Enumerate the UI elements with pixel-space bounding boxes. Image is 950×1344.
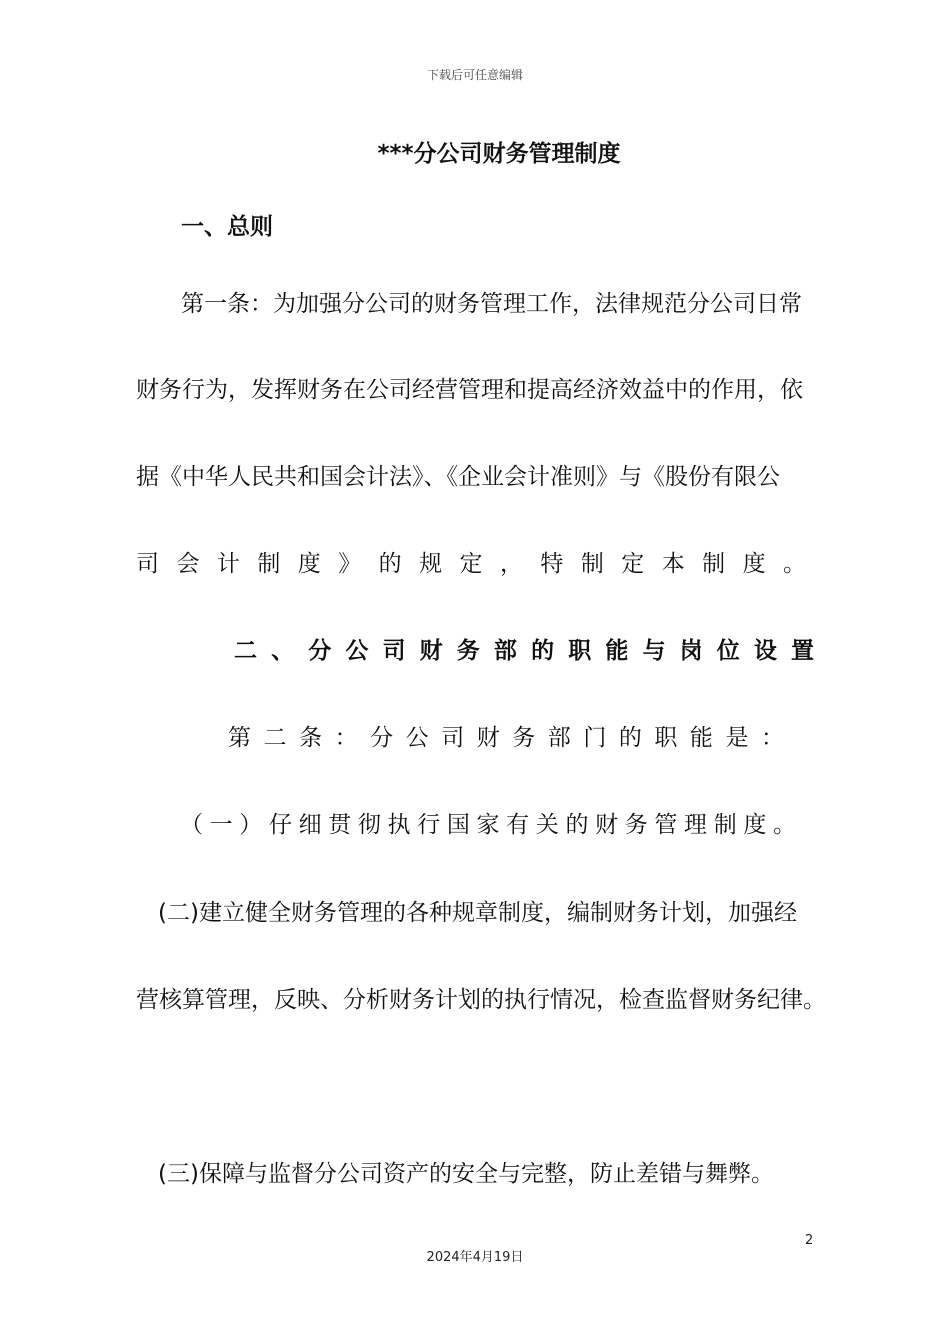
page-header: 下载后可任意编辑 — [426, 68, 523, 82]
section-heading-general: 一、总则 — [181, 214, 273, 240]
article2-intro: 第二条：分公司财务部门的职能是： — [228, 725, 784, 751]
page-footer-date: 2024年4月19日 — [426, 1250, 524, 1265]
list-item-2-line-2: 营核算管理，反映、分析财务计划的执行情况，检查监督财务纪律。 — [136, 987, 826, 1013]
list-item-2-line-1: (二)建立健全财务管理的各种规章制度，编制财务计划，加强经 — [158, 900, 797, 926]
article1-line-4: 司会计制度》的规定，特制定本制度。 — [136, 551, 806, 577]
list-item-1: （一）仔细贯彻执行国家有关的财务管理制度。 — [180, 812, 796, 838]
article1-line-3: 据《中华人民共和国会计法》、《企业会计准则》与《股份有限公 — [136, 464, 780, 490]
article1-line-2: 财务行为，发挥财务在公司经营管理和提高经济效益中的作用，依 — [136, 377, 803, 403]
section-heading-functions: 二、分公司财务部的职能与岗位设置 — [234, 638, 814, 664]
list-item-3: (三)保障与监督分公司资产的安全与完整，防止差错与舞弊。 — [158, 1161, 774, 1187]
article1-line-1: 第一条：为加强分公司的财务管理工作，法律规范分公司日常 — [181, 291, 802, 317]
document-title: ***分公司财务管理制度 — [377, 141, 621, 167]
page-number: 2 — [805, 1233, 814, 1248]
